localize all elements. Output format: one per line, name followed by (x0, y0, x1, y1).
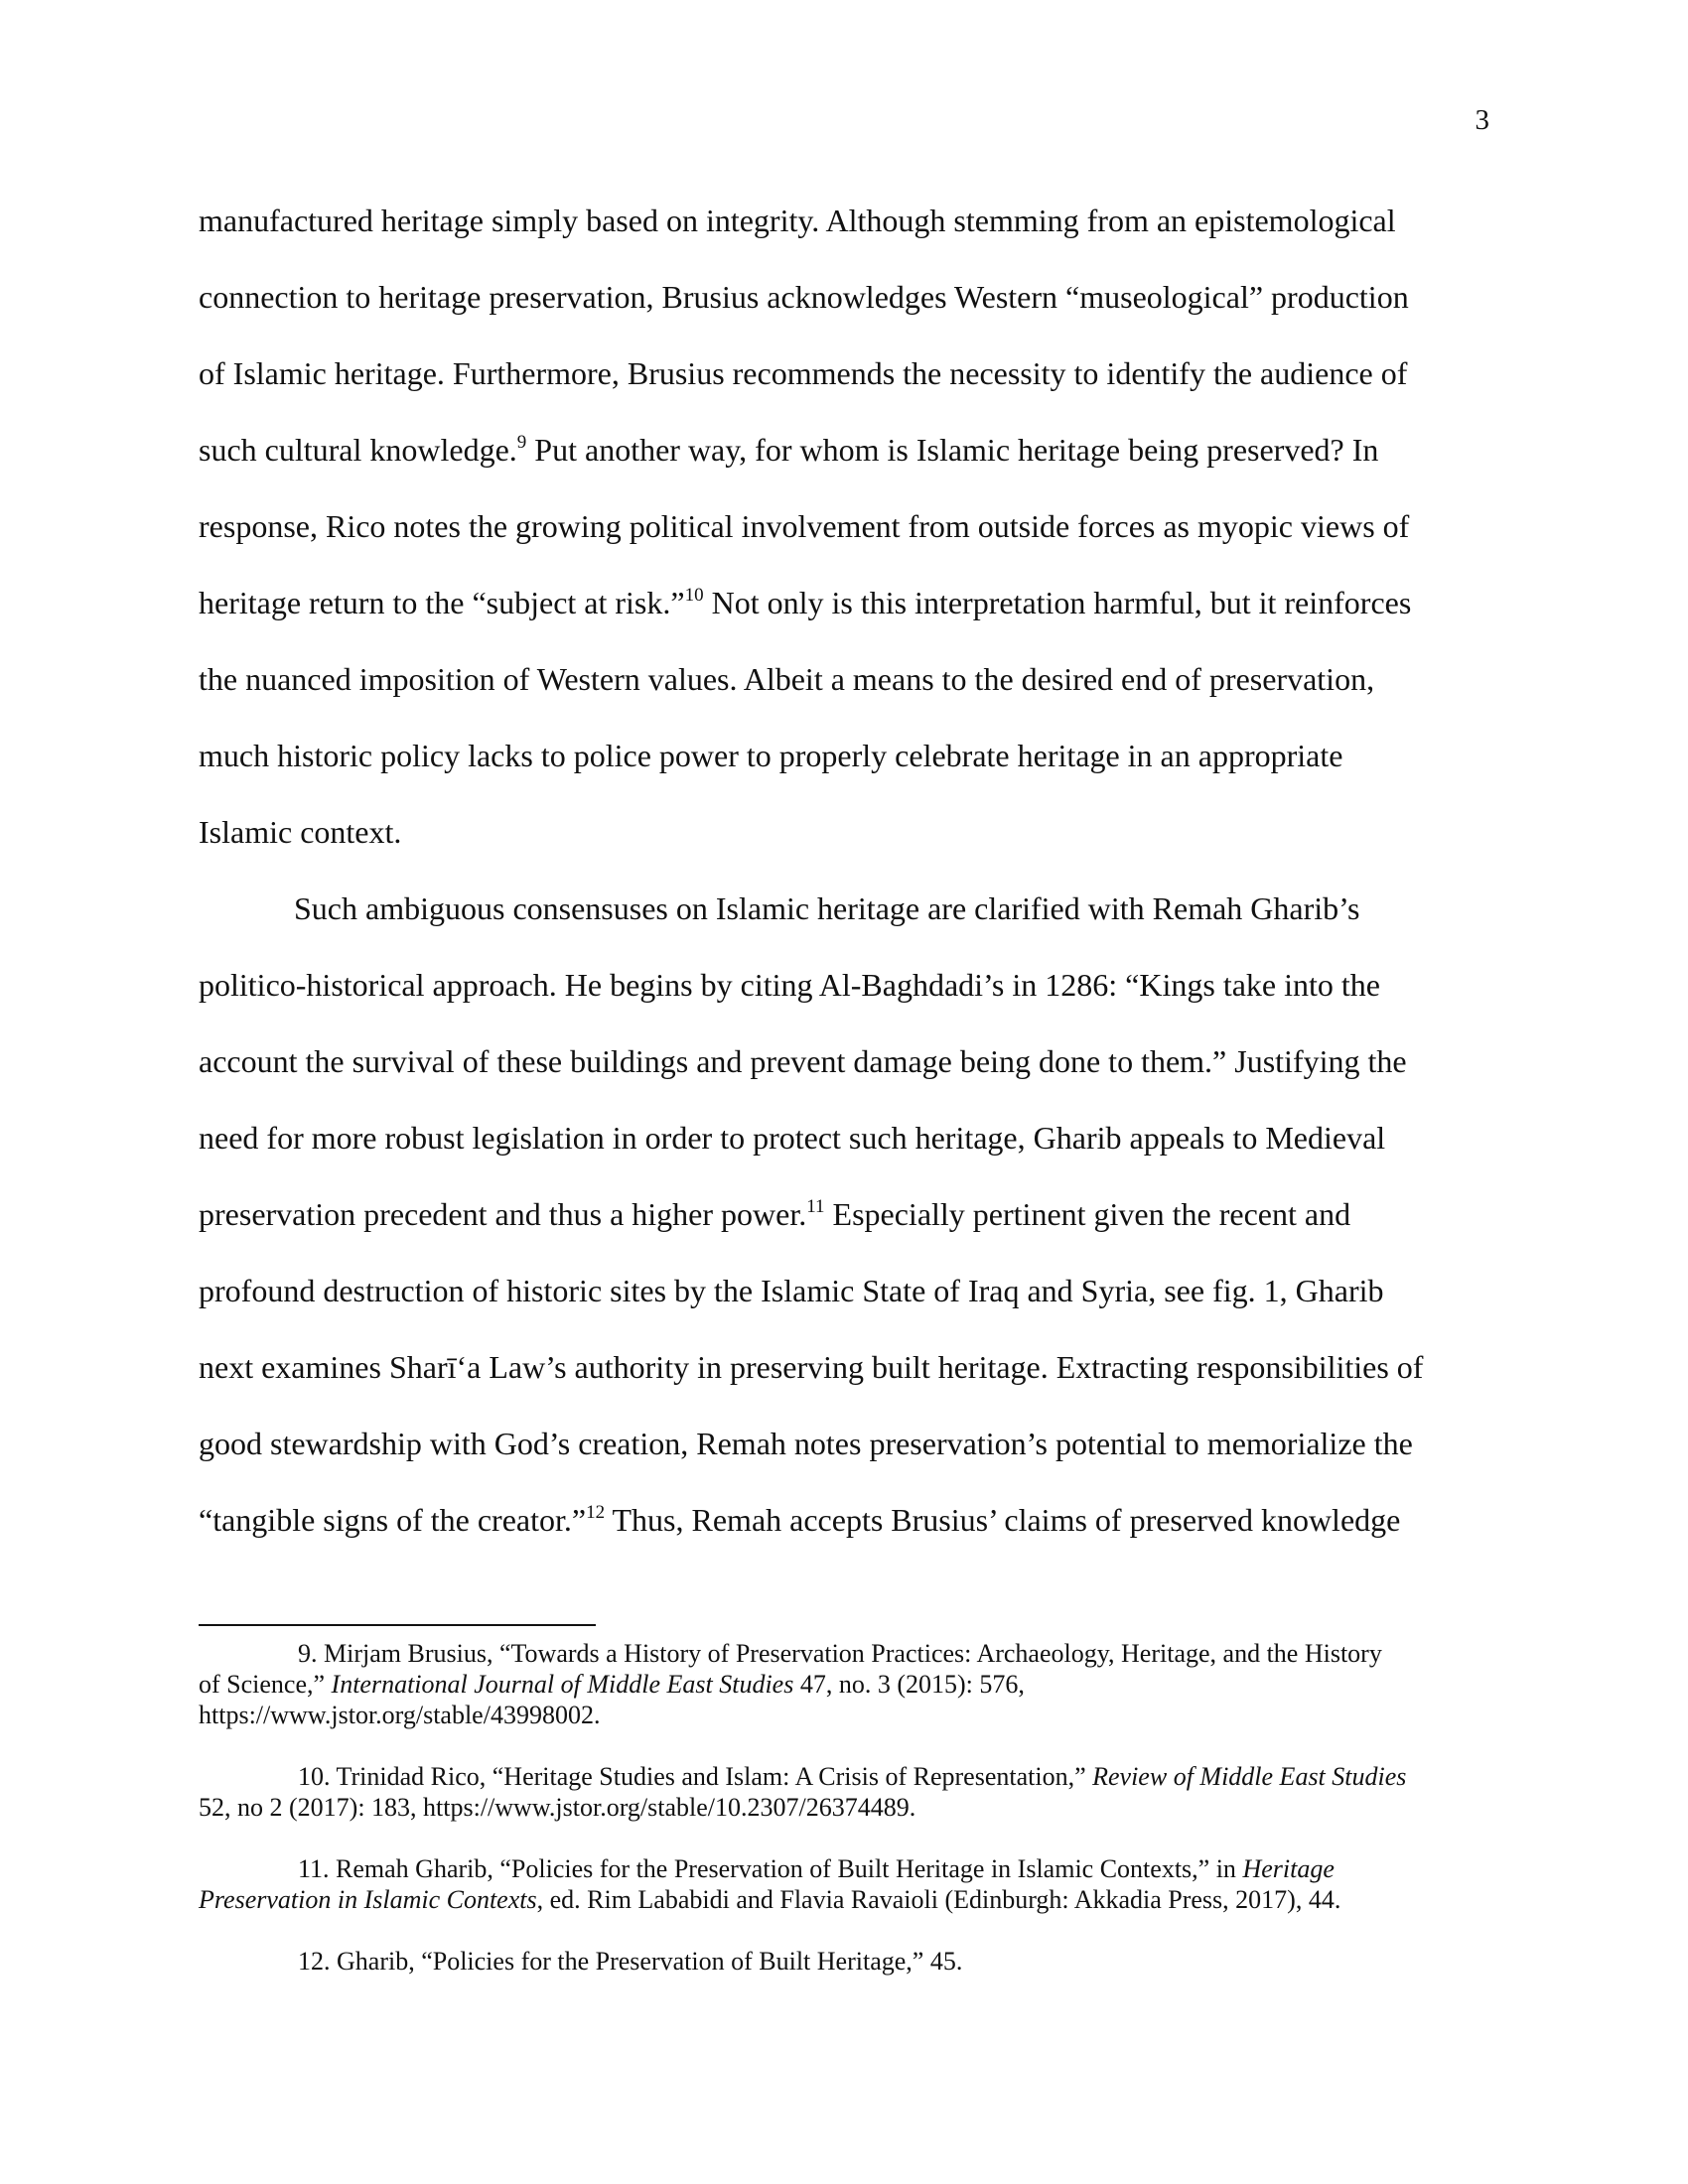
footnote-line (199, 1884, 1499, 1915)
footnote-reference: 9 (516, 432, 527, 453)
body-line (199, 1496, 1489, 1572)
footnote-line (199, 1946, 1499, 1977)
footnote-title: Review of Middle East Studies (1092, 1762, 1407, 1791)
text-segment: preservation precedent and thus a higher power. (199, 1196, 807, 1232)
text-segment: Especially pertinent given the recent and (824, 1196, 1351, 1232)
text-segment: response, Rico notes the growing political involvement from outside forces as myopic views of (199, 508, 1410, 544)
text-segment: politico-historical approach. He begins by citing Al-Baghdadi’s in 1286: “Kings take into the (199, 967, 1380, 1003)
footnote (199, 1638, 1499, 1730)
footnote-text: 9. Mirjam Brusius, “Towards a History of Preservation Practices: Archaeology, Heritage, and the History (298, 1639, 1382, 1668)
footnote-title: International Journal of Middle East Studies (331, 1670, 794, 1699)
footnote-text: 11. Remah Gharib, “Policies for the Preservation of Built Heritage in Islamic Contexts,” in (298, 1854, 1243, 1883)
body-line (199, 808, 1489, 885)
footnote-text: of Science,” (199, 1670, 332, 1699)
footnotes (199, 1638, 1499, 2007)
text-segment: such cultural knowledge. (199, 432, 517, 468)
footnote (199, 1761, 1499, 1823)
body-line (199, 655, 1489, 732)
footnote-text: 12. Gharib, “Policies for the Preservation of Built Heritage,” 45. (298, 1947, 963, 1976)
body-line (199, 502, 1489, 579)
body-line (199, 1114, 1489, 1190)
text-segment: of Islamic heritage. Furthermore, Brusius recommends the necessity to identify the audience of (199, 355, 1408, 391)
footnote-line (199, 1761, 1499, 1792)
footnote-title: Heritage (1242, 1854, 1335, 1883)
body-line (199, 579, 1489, 655)
page-number: 3 (1475, 104, 1489, 136)
text-segment: the nuanced imposition of Western values. Albeit a means to the desired end of preservation, (199, 661, 1375, 697)
footnote-reference: 12 (586, 1502, 606, 1523)
text-segment: much historic policy lacks to police power to properly celebrate heritage in an appropriate (199, 738, 1343, 773)
body-line (199, 1037, 1489, 1114)
text-segment: manufactured heritage simply based on integrity. Although stemming from an epistemological (199, 203, 1396, 238)
footnote-line (199, 1853, 1499, 1884)
footnote-text: https://www.jstor.org/stable/43998002. (199, 1701, 601, 1729)
footnote-text: 52, no 2 (2017): 183, https://www.jstor.org/stable/10.2307/26374489. (199, 1793, 916, 1822)
footnote-line (199, 1700, 1499, 1730)
text-segment: Such ambiguous consensuses on Islamic heritage are clarified with Remah Gharib’s (294, 890, 1360, 926)
text-segment: next examines Sharīʻa Law’s authority in preserving built heritage. Extracting responsibilities of (199, 1349, 1424, 1385)
body-line (199, 1420, 1489, 1496)
footnote-text: 10. Trinidad Rico, “Heritage Studies and Islam: A Crisis of Representation,” (298, 1762, 1093, 1791)
text-segment: heritage return to the “subject at risk.” (199, 585, 685, 620)
footnote-line (199, 1638, 1499, 1669)
body-line (199, 885, 1489, 961)
body-line (199, 1267, 1489, 1343)
text-segment: account the survival of these buildings and prevent damage being done to them.” Justifying the (199, 1043, 1407, 1079)
footnote-line (199, 1792, 1499, 1823)
footnote (199, 1946, 1499, 1977)
footnote-text: , ed. Rim Lababidi and Flavia Ravaioli (Edinburgh: Akkadia Press, 2017), 44. (536, 1885, 1341, 1914)
text-segment: Put another way, for whom is Islamic heritage being preserved? In (526, 432, 1379, 468)
footnote-divider (199, 1624, 596, 1626)
body-line (199, 732, 1489, 808)
body-line (199, 1190, 1489, 1267)
body-line (199, 1343, 1489, 1420)
footnote-line (199, 1669, 1499, 1700)
footnote-text: 47, no. 3 (2015): 576, (793, 1670, 1025, 1699)
footnote-title: Preservation in Islamic Contexts (199, 1885, 537, 1914)
text-segment: profound destruction of historic sites by the Islamic State of Iraq and Syria, see fig. 1, Gharib (199, 1273, 1384, 1308)
body-line (199, 426, 1489, 502)
body-line (199, 349, 1489, 426)
text-segment: good stewardship with God’s creation, Remah notes preservation’s potential to memorialize the (199, 1426, 1413, 1461)
footnote-reference: 10 (684, 585, 704, 606)
text-segment: “tangible signs of the creator.” (199, 1502, 587, 1538)
footnote-reference: 11 (806, 1196, 825, 1217)
text-segment: connection to heritage preservation, Brusius acknowledges Western “museological” production (199, 279, 1409, 315)
text-segment: Thus, Remah accepts Brusius’ claims of preserved knowledge (605, 1502, 1401, 1538)
body-text (199, 197, 1489, 1572)
text-segment: Not only is this interpretation harmful, but it reinforces (703, 585, 1412, 620)
text-segment: need for more robust legislation in order to protect such heritage, Gharib appeals to Medieval (199, 1120, 1386, 1156)
footnote (199, 1853, 1499, 1915)
body-line (199, 961, 1489, 1037)
body-line (199, 273, 1489, 349)
text-segment: Islamic context. (199, 814, 402, 850)
body-line (199, 197, 1489, 273)
